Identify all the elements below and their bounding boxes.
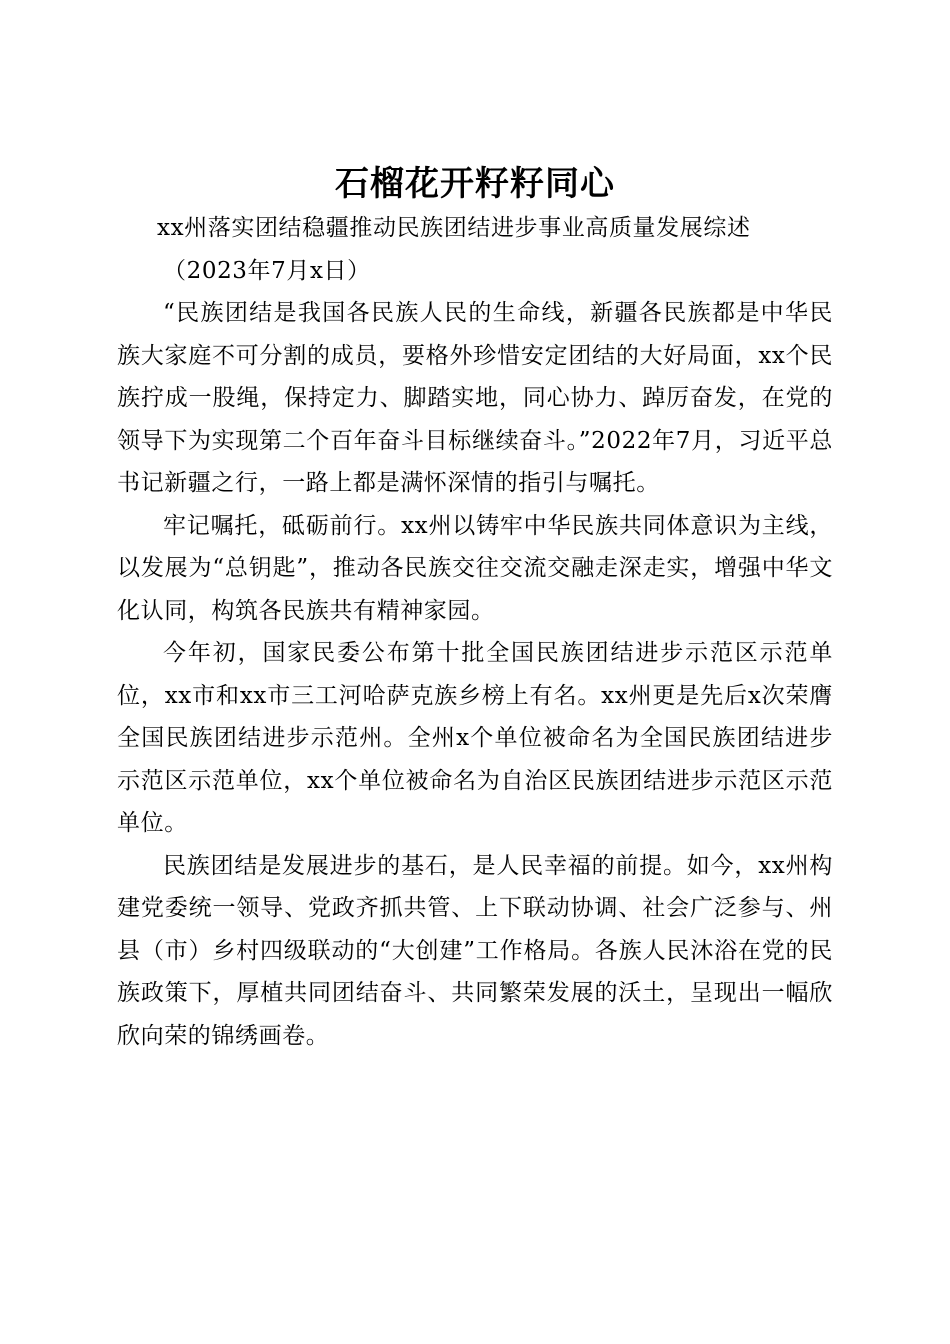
document-body: [117, 207, 833, 1057]
paragraph: 今年初，国家民委公布第十批全国民族团结进步示范区示范单位，xx市和xx市三工河哈萨克族乡榜上有名。xx州更是先后x次荣膺全国民族团结进步示范州。全州x个单位被命名为全国民族团结进步示范区示范单位，xx个单位被命名为自治区民族团结进步示范区示范单位。: [117, 640, 833, 836]
document-subtitle: xx州落实团结稳疆推动民族团结进步事业高质量发展综述: [157, 215, 751, 241]
document-date: （2023年7月x日）: [163, 257, 371, 284]
paragraph: “民族团结是我国各民族人民的生命线，新疆各民族都是中华民族大家庭不可分割的成员，要格外珍惜安定团结的大好局面，xx个民族拧成一股绳，保持定力、脚踏实地，同心协力、踔厉奋发，在党的领导下为实现第二个百年奋斗目标继续奋斗。”2022年7月，习近平总书记新疆之行，一路上都是满怀深情的指引与嘱托。: [117, 300, 833, 496]
paragraph: 民族团结是发展进步的基石，是人民幸福的前提。如今，xx州构建党委统一领导、党政齐抓共管、上下联动协调、社会广泛参与、州县（市）乡村四级联动的“大创建”工作格局。各族人民沐浴在党的民族政策下，厚植共同团结奋斗、共同繁荣发展的沃土，呈现出一幅欣欣向荣的锦绣画卷。: [117, 852, 833, 1049]
paragraph: 牢记嘱托，砥砺前行。xx州以铸牢中华民族共同体意识为主线，以发展为“总钥匙”，推动各民族交往交流交融走深走实，增强中华文化认同，构筑各民族共有精神家园。: [117, 512, 833, 624]
document-title: 石榴花开籽籽同心: [335, 163, 615, 204]
